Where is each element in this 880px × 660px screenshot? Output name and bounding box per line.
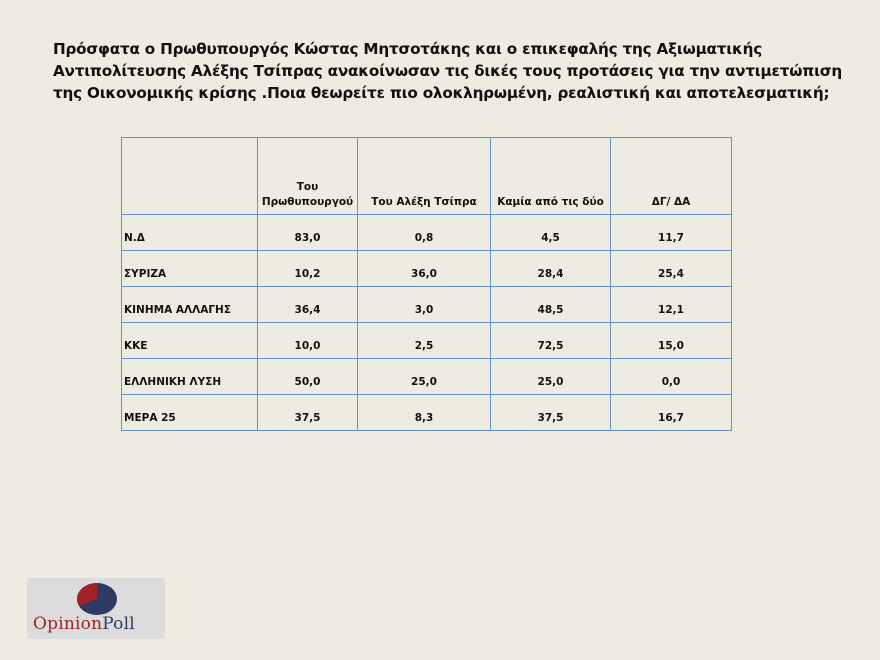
value-cell: 8,3 [358,395,491,431]
title-line-2: Αντιπολίτευσης Αλέξης Τσίπρας ανακοίνωσαν τις δικές τους προτάσεις για την αντιμετώπιση [53,62,843,80]
value-cell: 12,1 [611,287,732,323]
party-label: ΚΚΕ [122,323,258,359]
header-pm-line1: Του [296,181,319,193]
results-table [121,137,732,431]
party-label: ΕΛΛΗΝΙΚΗ ΛΥΣΗ [122,359,258,395]
header-tsipras: Του Αλέξη Τσίπρα [358,138,491,215]
value-cell: 36,0 [358,251,491,287]
value-cell: 25,4 [611,251,732,287]
pie-chart-icon [75,582,119,616]
value-cell: 2,5 [358,323,491,359]
value-cell: 37,5 [258,395,358,431]
value-cell: 0,8 [358,215,491,251]
value-cell: 83,0 [258,215,358,251]
value-cell: 10,0 [258,323,358,359]
value-cell: 4,5 [491,215,611,251]
value-cell: 25,0 [358,359,491,395]
header-neither: Καμία από τις δύο [491,138,611,215]
table-row [122,395,732,431]
party-label: ΣΥΡΙΖΑ [122,251,258,287]
value-cell: 10,2 [258,251,358,287]
party-label: Ν.Δ [122,215,258,251]
value-cell: 36,4 [258,287,358,323]
value-cell: 0,0 [611,359,732,395]
header-pm-line2: Πρωθυπουργού [261,196,354,208]
table-row [122,251,732,287]
value-cell: 28,4 [491,251,611,287]
table-row [122,287,732,323]
value-cell: 50,0 [258,359,358,395]
party-label: ΜΕΡΑ 25 [122,395,258,431]
value-cell: 72,5 [491,323,611,359]
value-cell: 25,0 [491,359,611,395]
value-cell: 3,0 [358,287,491,323]
opinionpoll-logo [27,578,165,639]
table-header-row [122,138,732,215]
table-row [122,215,732,251]
party-label: ΚΙΝΗΜΑ ΑΛΛΑΓΗΣ [122,287,258,323]
header-prime-minister [258,138,358,215]
table-row [122,323,732,359]
value-cell: 11,7 [611,215,732,251]
title-line-3: της Οικονομικής κρίσης .Ποια θεωρείτε πιο ολοκληρωμένη, ρεαλιστική και αποτελεσματική; [53,84,830,102]
value-cell: 48,5 [491,287,611,323]
header-empty [122,138,258,215]
value-cell: 15,0 [611,323,732,359]
logo-text [33,614,135,634]
logo-text-poll: Poll [102,614,135,634]
table-row [122,359,732,395]
header-dk-na: ΔΓ/ ΔΑ [611,138,732,215]
slide-title [53,38,853,104]
logo-text-opinion: Opinion [33,614,103,634]
title-line-1: Πρόσφατα ο Πρωθυπουργός Κώστας Μητσοτάκης και ο επικεφαλής της Αξιωματικής [53,40,762,58]
value-cell: 37,5 [491,395,611,431]
value-cell: 16,7 [611,395,732,431]
